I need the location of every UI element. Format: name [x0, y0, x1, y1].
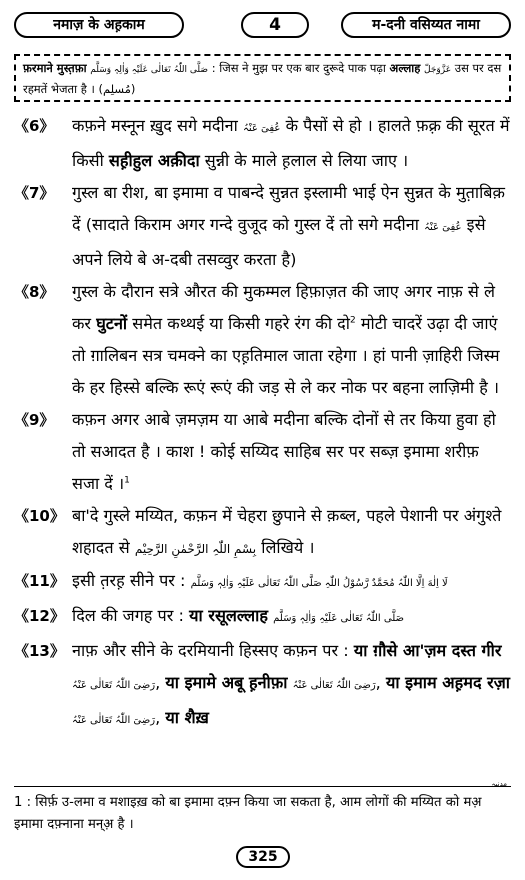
book-title-pill: नमाज़ के अह़काम	[14, 12, 184, 38]
item-8	[14, 276, 511, 404]
footnote-ref: 2	[349, 315, 356, 326]
item-bold-text: या शैख़	[165, 708, 209, 727]
item-text: कफ़न अगर आबे ज़मज़म या आबे मदीना बल्कि दोनों से तर किया हुवा हो तो सआदत है । काश ! कोई सय्यिद साहिब सर पर सब्ज़ इमामा शरीफ़ सजा दें ।	[72, 410, 496, 493]
item-text: गुस्ल बा रीश, बा इमामा व पाबन्दे सुन्नत इस्लामी भाई ऐन सुन्नत के मुत़ाबिक़ दें (सादाते किराम अगर गन्दे वुजूद को गुस्ल दें तो सगे मदीना	[72, 183, 505, 234]
item-text: इसे अपने लिये बे अ-दबी तसव्वुर करता है)	[72, 215, 486, 269]
item-text: गुस्ल के दौरान सत्रे औरत की मुकम्मल हिफ़ाज़त की जाए अगर नाफ़ से ले कर	[72, 282, 495, 333]
arabic-honorific: صَلَّی اللّٰہُ تَعَالٰی عَلَیْہِ وَاٰلِہٖ وَسَلَّم	[273, 613, 405, 624]
item-6	[14, 110, 511, 177]
item-text: नाफ़ और सीने के दरमियानी हिस्सए कफ़न पर :	[72, 641, 349, 660]
arabic-honorific: رَضِیَ اللّٰہُ تَعَالٰی عَنْہُ	[72, 680, 156, 691]
item-text: कफ़ने मस्नून ख़ुद सगे मदीना	[72, 116, 238, 135]
arabic-honorific: عُفِیَ عَنْہُ	[424, 222, 462, 233]
item-bold-text: या इमामे अबू ह़नीफ़ा	[165, 673, 288, 692]
item-13: 《13》 नाफ़ और सीने के दरमियानी हिस्सए कफ़न पर : या ग़ौसे आ'ज़म दस्त गीर رَضِیَ اللّٰہُ تَعَالٰی عَنْہُ, या इमामे अबू ह़नीफ़ा رَضِیَ اللّٰہُ تَعَالٰی عَنْہُ, या इमाम अह़मद रज़ा رَضِیَ اللّٰہُ تَعَالٰی عَنْہُ, या शैख़	[14, 635, 511, 737]
section-number-pill: 4	[241, 12, 309, 38]
arabic-honorific: عُفِیَ عَنْہُ	[243, 123, 281, 134]
item-bold-text: सह़ीहुल अक़ीदा	[108, 151, 200, 170]
item-text: दिल की जगह पर :	[72, 606, 184, 625]
item-text: मोटी चादरें उढ़ा दी जाएं तो ग़ालिबन सत्र चमक्ने का एह़तिमाल जाता रहेगा । हां पानी ज़ाहिरी जिस्म के हर हिस्से बल्कि रूएं रूएं की जड़ से ले कर नोक पर बहना लाज़िमी है ।	[72, 314, 500, 397]
item-11	[14, 565, 511, 600]
item-text: इसी त़रह़ सीने पर :	[72, 571, 186, 590]
item-number: 《12》	[14, 607, 65, 625]
footnote-ref: 1	[124, 475, 130, 486]
item-number: 《8》	[14, 283, 55, 301]
footnote-divider	[14, 786, 511, 787]
item-number: 《7》	[14, 184, 55, 202]
arabic-honorific: رَضِیَ اللّٰہُ تَعَالٰی عَنْہُ	[292, 680, 376, 691]
item-text: समेत कथ्थई या किसी गहरे रंग की दो	[132, 314, 350, 333]
honorific-arabic: صَلَّی اللّٰہُ تَعَالٰی عَلَیْہِ وَاٰلِہٖ وَسَلَّم	[90, 65, 209, 75]
item-10	[14, 500, 511, 565]
margin-mark: مدنیہ	[491, 780, 507, 788]
hadith-label: फ़रमाने मुस्त़फ़ा	[23, 61, 87, 75]
hadith-box	[14, 54, 511, 102]
item-9	[14, 404, 511, 500]
item-bold-text: या इमाम अह़मद रज़ा	[385, 673, 511, 692]
azza-arabic: عَزَّوَجَلّ	[424, 65, 452, 75]
item-number: 《9》	[14, 411, 55, 429]
arabic-honorific: رَضِیَ اللّٰہُ تَعَالٰی عَنْہُ	[72, 715, 156, 726]
kalima-arabic: لَا اِلٰهَ اِلَّا اللّٰہُ مُحَمَّدٌ رَّسُوْلُ اللّٰہِ صَلَّی اللّٰہُ تَعَالٰی عَلَیْہِ وَاٰلِہٖ وَسَلَّم	[190, 578, 448, 589]
item-bold-text: घुटनों	[96, 314, 128, 333]
item-number: 《6》	[14, 117, 55, 135]
footnote: 1 : सिर्फ़ उ-लमा व मशाइख़ को बा इमामा दफ़्न किया जा सकता है, आम लोगों की मय्यित को मअ़ इमामा दफ़्नाना मन्अ़ है ।	[14, 795, 482, 832]
hadith-allah: अल्लाह	[389, 61, 421, 75]
item-12	[14, 600, 511, 635]
body-content	[14, 110, 511, 737]
item-text: लिखिये ।	[261, 538, 315, 557]
item-number: 《11》	[14, 572, 65, 590]
chapter-title-pill: म-दनी वसिय्यत नामा	[341, 12, 511, 38]
item-bold-text: या रसूलल्लाह	[189, 606, 268, 625]
item-text: सुन्नी के माले ह़लाल से लिया जाए ।	[204, 151, 409, 170]
hadith-text-1: : जिस ने मुझ पर एक बार दुरूदे पाक पढ़ा	[211, 61, 386, 75]
hadith-text-2: उस पर दस रहमतें भेजता है । (مُسلِم)	[23, 61, 502, 96]
page-number: 325	[236, 846, 290, 868]
item-7	[14, 177, 511, 276]
item-text: बा'दे गुस्ले मय्यित, कफ़न में चेहरा छुपाने से क़ब्ल, पहले पेशानी पर अंगुश्ते शहादत से	[72, 506, 502, 557]
item-text: के पैसों से हो । हालते फ़क़्र की सूरत में किसी	[72, 116, 510, 170]
bismillah-arabic: بِسْمِ اللّٰہِ الرَّحْمٰنِ الرَّحِیْم	[134, 542, 257, 556]
item-number: 《10》	[14, 507, 65, 525]
page-header	[14, 6, 511, 42]
item-bold-text: या ग़ौसे आ'ज़म दस्त गीर	[353, 641, 502, 660]
item-number: 《13》	[14, 642, 65, 660]
